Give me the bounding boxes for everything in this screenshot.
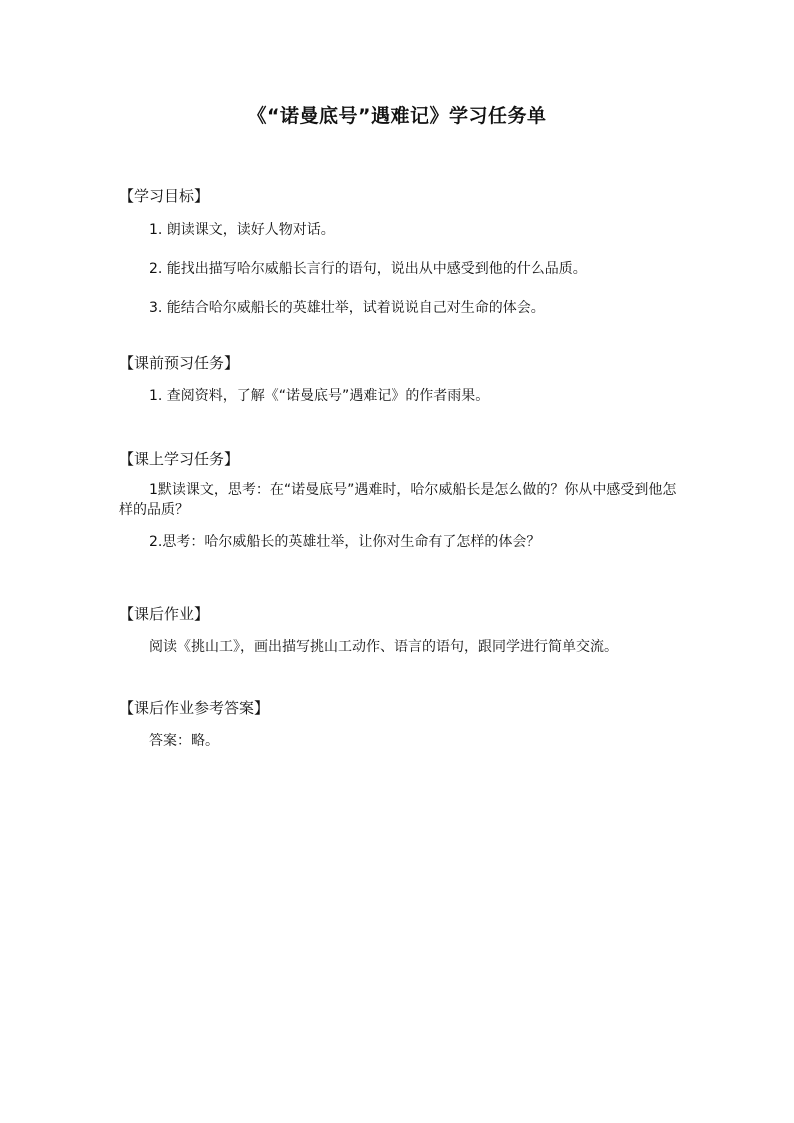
document-title: 《“诺曼底号”遇难记》学习任务单 bbox=[247, 105, 547, 127]
section-learning-goals bbox=[119, 186, 679, 318]
section-heading: 【学习目标】 bbox=[119, 187, 210, 205]
list-item: 2.思考：哈尔威船长的英雄壮举，让你对生命有了怎样的体会？ bbox=[149, 534, 541, 550]
section-heading: 【课后作业】 bbox=[119, 605, 210, 623]
list-item: 1. 朗读课文，读好人物对话。 bbox=[149, 222, 335, 238]
list-item: 2. 能找出描写哈尔威船长言行的语句，说出从中感受到他的什么品质。 bbox=[149, 261, 587, 277]
list-item: 1. 查阅资料，了解《“诺曼底号”遇难记》的作者雨果。 bbox=[149, 388, 490, 404]
section-heading: 【课上学习任务】 bbox=[119, 450, 240, 468]
list-item: 1默读课文，思考：在“诺曼底号”遇难时，哈尔威船长是怎么做的？你从中感受到他怎样的品质？ bbox=[119, 482, 677, 518]
section-heading: 【课后作业参考答案】 bbox=[119, 699, 270, 717]
list-item: 阅读《挑山工》，画出描写挑山工动作、语言的语句，跟同学进行简单交流。 bbox=[149, 639, 618, 655]
list-item: 3. 能结合哈尔威船长的英雄壮举，试着说说自己对生命的体会。 bbox=[149, 300, 545, 316]
section-preview-tasks bbox=[119, 353, 679, 406]
section-heading: 【课前预习任务】 bbox=[119, 354, 240, 372]
section-homework bbox=[119, 604, 679, 657]
section-class-tasks bbox=[119, 449, 679, 552]
list-item: 答案：略。 bbox=[149, 733, 219, 749]
section-homework-answers bbox=[119, 698, 679, 751]
